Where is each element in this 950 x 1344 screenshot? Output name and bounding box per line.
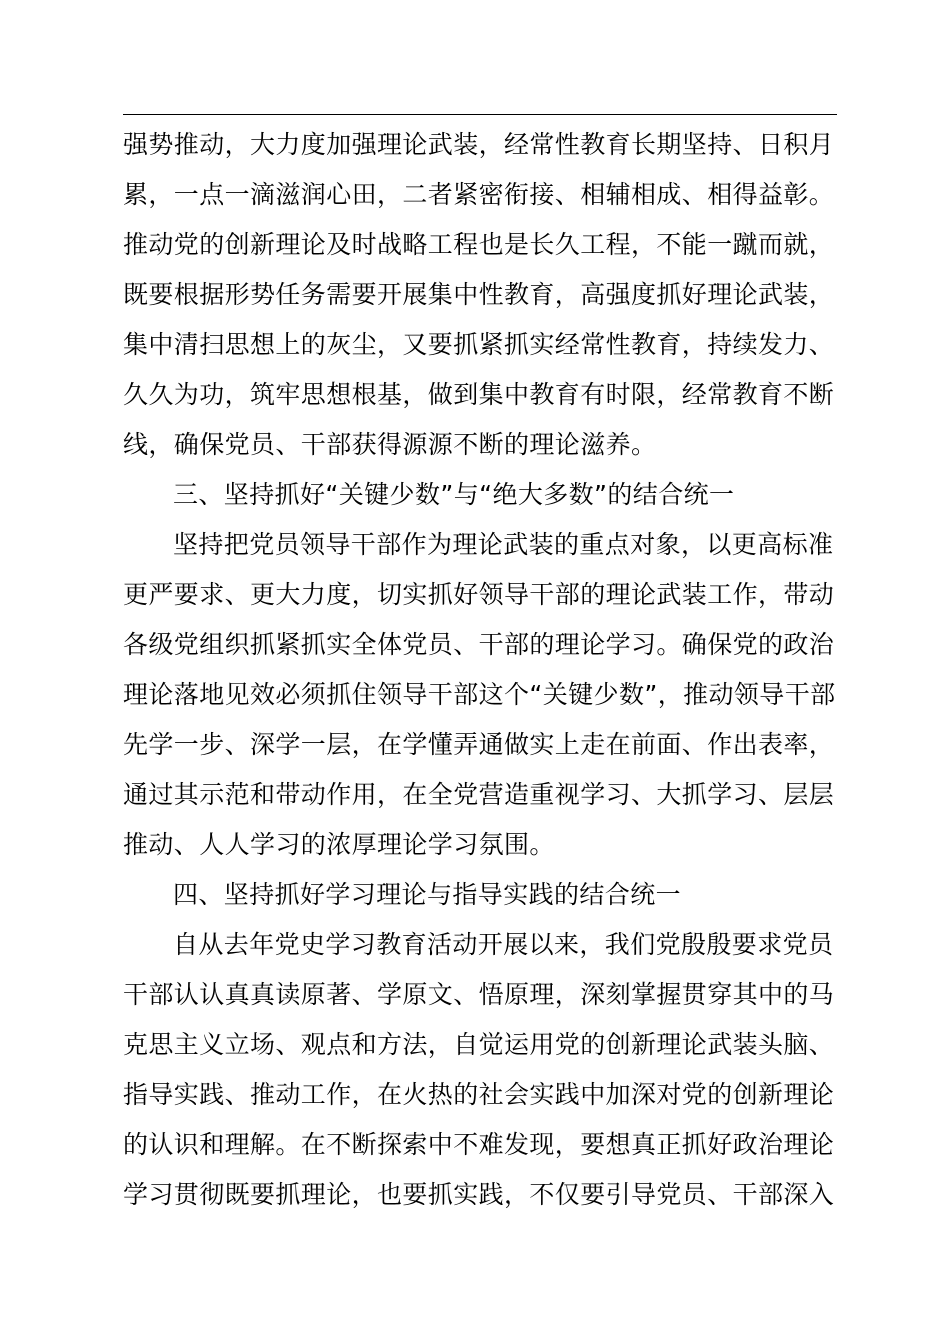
section-heading: 三、坚持抓好“关键少数”与“绝大多数”的结合统一 [173,480,735,509]
text-line: 指导实践、推动工作，在火热的社会实践中加深对党的创新理论 [123,1080,835,1109]
paragraph-first-line: 自从去年党史学习教育活动开展以来，我们党殷殷要求党员 [173,930,834,959]
text-line: 更严要求、更大力度，切实抓好领导干部的理论武装工作，带动 [123,580,835,609]
section-heading: 四、坚持抓好学习理论与指导实践的结合统一 [173,880,682,909]
body-text [123,120,843,1220]
text-line: 既要根据形势任务需要开展集中性教育，高强度抓好理论武装， [123,280,835,309]
text-line: 累，一点一滴滋润心田，二者紧密衔接、相辅相成、相得益彰。 [123,180,835,209]
header-rule [123,114,837,115]
text-line: 久久为功，筑牢思想根基，做到集中教育有时限，经常教育不断 [123,380,835,409]
paragraph-first-line: 坚持把党员领导干部作为理论武装的重点对象，以更高标准 [173,530,834,559]
text-line: 的认识和理解。在不断探索中不难发现，要想真正抓好政治理论 [123,1130,835,1159]
text-line: 各级党组织抓紧抓实全体党员、干部的理论学习。确保党的政治 [123,630,835,659]
text-line: 克思主义立场、观点和方法，自觉运用党的创新理论武装头脑、 [123,1030,835,1059]
text-line: 干部认认真真读原著、学原文、悟原理，深刻掌握贯穿其中的马 [123,980,835,1009]
text-line: 理论落地见效必须抓住领导干部这个“关键少数”，推动领导干部 [123,680,836,709]
text-line: 集中清扫思想上的灰尘，又要抓紧抓实经常性教育，持续发力、 [123,330,835,359]
text-line: 先学一步、深学一层，在学懂弄通做实上走在前面、作出表率， [123,730,835,759]
text-line: 强势推动，大力度加强理论武装，经常性教育长期坚持、日积月 [123,130,835,159]
text-line: 推动、人人学习的浓厚理论学习氛围。 [123,830,555,859]
text-line: 学习贯彻既要抓理论，也要抓实践，不仅要引导党员、干部深入 [123,1180,835,1209]
text-line: 推动党的创新理论及时战略工程也是长久工程，不能一蹴而就， [123,230,835,259]
text-line: 通过其示范和带动作用，在全党营造重视学习、大抓学习、层层 [123,780,835,809]
text-line: 线，确保党员、干部获得源源不断的理论滋养。 [123,430,657,459]
